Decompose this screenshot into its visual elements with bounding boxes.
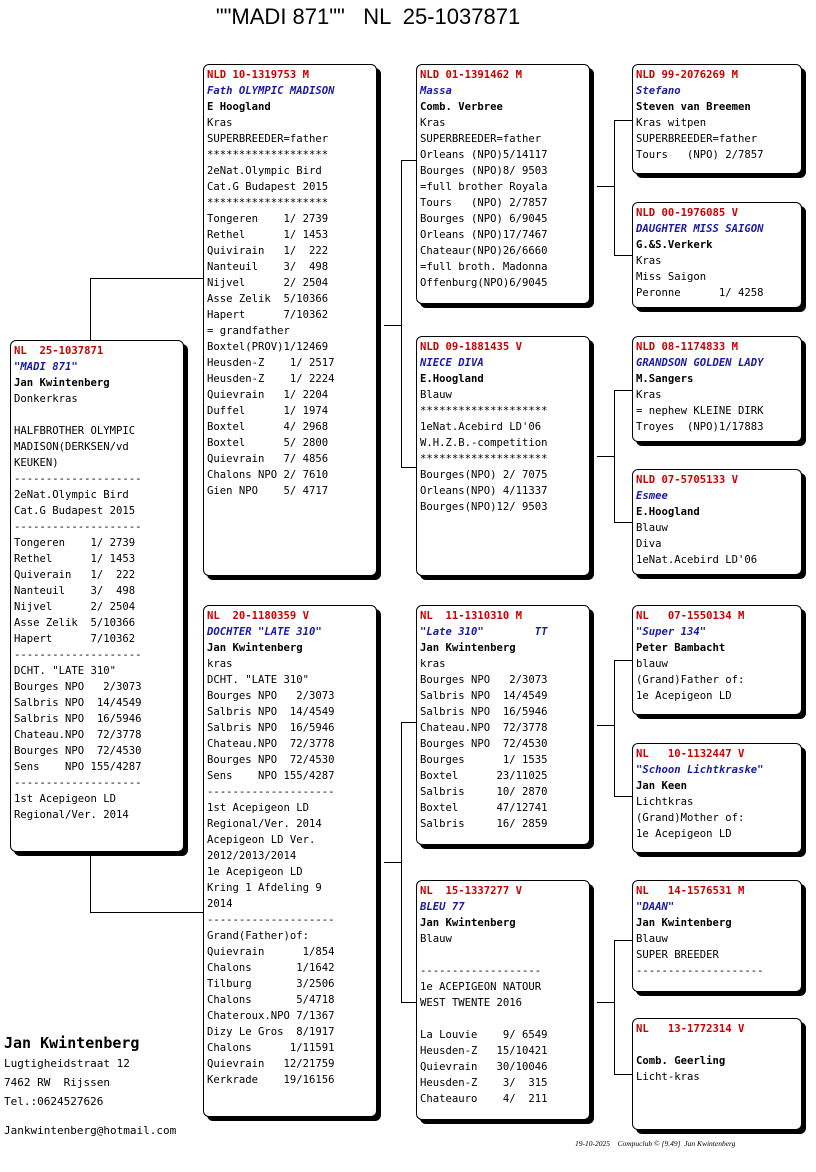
ring-number: NLD 07-5705133 V — [636, 474, 739, 486]
info-line: (Grand)Mother of: — [636, 812, 745, 824]
connector-line — [597, 456, 614, 457]
info-line: Bourges (NPO) 6/9045 — [420, 213, 548, 225]
breeder-phone: Tel.:0624527626 — [4, 1095, 104, 1108]
info-line: Bourges 1/ 1535 — [420, 754, 548, 766]
footer-credit: 19-10-2025 Compuclub © [9.49] Jan Kwintenberg — [575, 1139, 736, 1148]
connector-line — [90, 856, 91, 912]
owner-name: Jan Kwintenberg — [207, 642, 303, 654]
ring-number: NL 10-1132447 V — [636, 748, 745, 760]
info-line: -------------------- — [636, 965, 764, 977]
info-line: Dizy Le Gros 8/1917 — [207, 1026, 335, 1038]
info-line: Bourges NPO 72/4530 — [420, 738, 548, 750]
info-line: Tilburg 3/2506 — [207, 978, 335, 990]
info-line: Bourges(NPO) 2/ 7075 — [420, 469, 548, 481]
info-line: Salbris NPO 16/5946 — [207, 722, 335, 734]
info-line: Chalons 5/4718 — [207, 994, 335, 1006]
connector-line — [401, 160, 417, 161]
ring-number: NL 20-1180359 V — [207, 610, 310, 622]
info-line: Kerkrade 19/16156 — [207, 1074, 335, 1086]
info-line: Salbris NPO 14/4549 — [207, 706, 335, 718]
connector-line — [597, 1002, 614, 1003]
info-line: -------------------- — [207, 914, 335, 926]
pigeon-name: "Schoon Lichtkraske" — [636, 764, 764, 776]
info-line: Chalons 1/1642 — [207, 962, 335, 974]
info-line: 1e ACEPIGEON NATOUR — [420, 981, 542, 993]
connector-line — [401, 722, 402, 1003]
info-line: 1st Acepigeon LD — [207, 802, 310, 814]
info-line: Chalons NPO 2/ 7610 — [207, 469, 329, 481]
connector-line — [614, 390, 633, 391]
info-line: Salbris NPO 16/5946 — [420, 706, 548, 718]
pigeon-name: "Super 134" — [636, 626, 707, 638]
info-line: Quiverain 1/ 222 — [14, 569, 136, 581]
info-line: Quievrain 1/ 2204 — [207, 389, 329, 401]
info-line: Bourges NPO 72/4530 — [14, 745, 142, 757]
breeder-email[interactable]: Jankwintenberg@hotmail.com — [4, 1124, 177, 1137]
info-line — [420, 1011, 586, 1027]
info-line: Salbris NPO 14/4549 — [14, 697, 142, 709]
info-line: Acepigeon LD Ver. — [207, 834, 316, 846]
info-line: ******************** — [420, 453, 548, 465]
owner-name: Jan Kwintenberg — [636, 917, 732, 929]
connector-line — [384, 862, 401, 863]
info-line: Quivirain 1/ 222 — [207, 245, 329, 257]
info-line: Heusden-Z 3/ 315 — [420, 1077, 548, 1089]
owner-name: Comb. Geerling — [636, 1055, 726, 1067]
info-line: Heusden-Z 15/10421 — [420, 1045, 548, 1057]
info-line: ******************** — [420, 405, 548, 417]
info-line: Tongeren 1/ 2739 — [14, 537, 136, 549]
info-line: Blauw — [420, 389, 452, 401]
pigeon-name: BLEU 77 — [420, 901, 465, 913]
connector-line — [614, 940, 633, 941]
ring-number: NL 11-1310310 M — [420, 610, 523, 622]
info-line: Kras — [207, 117, 233, 129]
info-line: Miss Saigon — [636, 271, 707, 283]
pigeon-name: "MADI 871" — [14, 361, 78, 373]
connector-line — [614, 120, 633, 121]
info-line: Tours (NPO) 2/7857 — [420, 197, 548, 209]
info-line: Rethel 1/ 1453 — [207, 229, 329, 241]
ring-number: NL 13-1772314 V — [636, 1023, 745, 1035]
card-subject[interactable] — [10, 340, 184, 852]
owner-name: E.Hoogland — [636, 506, 700, 518]
info-line: W.H.Z.B.-competition — [420, 437, 548, 449]
info-line: Tongeren 1/ 2739 — [207, 213, 329, 225]
info-line: Bourges NPO 72/4530 — [207, 754, 335, 766]
info-line: Quievrain 12/21759 — [207, 1058, 335, 1070]
info-line: Chateaur(NPO)26/6660 — [420, 245, 548, 257]
info-line: =full broth. Madonna — [420, 261, 548, 273]
connector-line — [401, 722, 417, 723]
ring-number: NL 14-1576531 M — [636, 885, 745, 897]
card-fff[interactable] — [632, 64, 802, 174]
owner-name: Comb. Verbree — [420, 101, 503, 113]
info-line: Chateau.NPO 72/3778 — [14, 729, 142, 741]
card-ffm[interactable] — [632, 202, 802, 308]
info-line: Blauw — [636, 933, 668, 945]
info-line: =full brother Royala — [420, 181, 548, 193]
info-line: DCHT. "LATE 310" — [14, 665, 117, 677]
connector-line — [614, 940, 615, 1075]
info-line: ******************* — [207, 197, 329, 209]
info-line: Gien NPO 5/ 4717 — [207, 485, 329, 497]
info-line: Salbris NPO 16/5946 — [14, 713, 142, 725]
breeder-city: 7462 RW Rijssen — [4, 1076, 110, 1089]
info-line: kras — [420, 658, 446, 670]
info-line: SUPER BREEDER — [636, 949, 719, 961]
connector-line — [614, 390, 615, 523]
info-line: Orleans (NPO)5/14117 — [420, 149, 548, 161]
info-line: Hapert 7/10362 — [14, 633, 136, 645]
info-line: 1eNat.Acebird LD'06 — [636, 554, 758, 566]
connector-line — [90, 278, 91, 340]
info-line: Boxtel 23/11025 — [420, 770, 548, 782]
info-line: WEST TWENTE 2016 — [420, 997, 523, 1009]
owner-name: Jan Kwintenberg — [420, 642, 516, 654]
owner-name: Jan Kwintenberg — [420, 917, 516, 929]
info-line: Licht-kras — [636, 1071, 700, 1083]
info-line: Chateauro 4/ 211 — [420, 1093, 548, 1105]
breeder-info — [4, 1032, 139, 1111]
card-mmm[interactable] — [632, 1018, 802, 1130]
ring-number: NLD 08-1174833 M — [636, 341, 739, 353]
info-line: Hapert 7/10362 — [207, 309, 329, 321]
info-line: Bourges NPO 2/3073 — [420, 674, 548, 686]
info-line: Orleans(NPO) 4/11337 — [420, 485, 548, 497]
ring-number: NL 25-1037871 — [14, 345, 104, 357]
info-line: SUPERBREEDER=father — [420, 133, 542, 145]
info-line: 1eNat.Acebird LD'06 — [420, 421, 542, 433]
info-line: Duffel 1/ 1974 — [207, 405, 329, 417]
card-mff[interactable] — [632, 605, 802, 715]
info-line: Kras — [420, 117, 446, 129]
info-line: Troyes (NPO)1/17883 — [636, 421, 764, 433]
info-line: 1e Acepigeon LD — [636, 690, 732, 702]
info-line: Rethel 1/ 1453 — [14, 553, 136, 565]
connector-line — [90, 912, 204, 913]
info-line: Blauw — [420, 933, 452, 945]
card-fmm[interactable] — [632, 469, 802, 575]
pigeon-name: "Late 310" TT — [420, 626, 548, 638]
connector-line — [614, 660, 615, 797]
info-line: Donkerkras — [14, 393, 78, 405]
card-mmf[interactable] — [632, 880, 802, 992]
ring-number: NLD 99-2076269 M — [636, 69, 739, 81]
connector-line — [614, 1074, 633, 1075]
owner-name: Jan Keen — [636, 780, 688, 792]
card-father[interactable] — [203, 64, 377, 576]
info-line: -------------------- — [14, 777, 142, 789]
owner-name: E.Hoogland — [420, 373, 484, 385]
info-line: Nanteuil 3/ 498 — [14, 585, 136, 597]
info-line: KEUKEN) — [14, 457, 59, 469]
info-line: -------------------- — [14, 649, 142, 661]
connector-line — [401, 160, 402, 468]
info-line: Bourges NPO 2/3073 — [207, 690, 335, 702]
connector-line — [614, 796, 633, 797]
info-line: Kras — [636, 389, 662, 401]
connector-line — [384, 325, 401, 326]
info-line — [14, 407, 180, 423]
info-line: DCHT. "LATE 310" — [207, 674, 310, 686]
connector-line — [90, 278, 204, 279]
info-line: Boxtel(PROV)1/12469 — [207, 341, 329, 353]
pigeon-name: DAUGHTER MISS SAIGON — [636, 223, 764, 235]
pigeon-name: Esmee — [636, 490, 668, 502]
pigeon-name: Massa — [420, 85, 452, 97]
owner-name: E Hoogland — [207, 101, 271, 113]
info-line: Nijvel 2/ 2504 — [14, 601, 136, 613]
info-line: Chateau.NPO 72/3778 — [207, 738, 335, 750]
pedigree-title: ""MADI 871"" NL 25-1037871 — [215, 4, 521, 29]
ring-number: NL 15-1337277 V — [420, 885, 523, 897]
info-line: Quievrain 30/10046 — [420, 1061, 548, 1073]
info-line: = grandfather — [207, 325, 290, 337]
info-line: Nijvel 2/ 2504 — [207, 277, 329, 289]
card-fm[interactable] — [416, 336, 590, 576]
info-line: Blauw — [636, 522, 668, 534]
connector-line — [401, 1002, 417, 1003]
info-line: Offenburg(NPO)6/9045 — [420, 277, 548, 289]
card-mother[interactable] — [203, 605, 377, 1117]
pigeon-name — [636, 1037, 798, 1053]
info-line: Kras witpen — [636, 117, 707, 129]
card-ff[interactable] — [416, 64, 590, 304]
ring-number: NLD 10-1319753 M — [207, 69, 310, 81]
connector-line — [401, 467, 417, 468]
info-line: -------------------- — [207, 786, 335, 798]
info-line: 2eNat.Olympic Bird — [207, 165, 322, 177]
info-line: Kring 1 Afdeling 9 — [207, 882, 322, 894]
connector-line — [614, 255, 633, 256]
info-line: Chalons 1/11591 — [207, 1042, 335, 1054]
info-line: -------------------- — [14, 521, 142, 533]
info-line: = nephew KLEINE DIRK — [636, 405, 764, 417]
info-line: Kras — [636, 255, 662, 267]
info-line: Heusden-Z 1/ 2517 — [207, 357, 335, 369]
info-line: 2014 — [207, 898, 233, 910]
ring-number: NLD 00-1976085 V — [636, 207, 739, 219]
info-line: La Louvie 9/ 6549 — [420, 1029, 548, 1041]
info-line: Chateroux.NPO 7/1367 — [207, 1010, 335, 1022]
connector-line — [597, 186, 614, 187]
card-mm[interactable] — [416, 880, 590, 1120]
info-line: Sens NPO 155/4287 — [207, 770, 335, 782]
info-line: Salbris 16/ 2859 — [420, 818, 548, 830]
info-line: 1st Acepigeon LD — [14, 793, 117, 805]
info-line: Grand(Father)of: — [207, 930, 310, 942]
pigeon-name: Stefano — [636, 85, 681, 97]
connector-line — [597, 725, 614, 726]
info-line: Regional/Ver. 2014 — [14, 809, 129, 821]
info-line: Peronne 1/ 4258 — [636, 287, 764, 299]
ring-number: NLD 09-1881435 V — [420, 341, 523, 353]
info-line: Lichtkras — [636, 796, 694, 808]
info-line: kras — [207, 658, 233, 670]
owner-name: Peter Bambacht — [636, 642, 726, 654]
pigeon-name: Fath OLYMPIC MADISON — [207, 85, 335, 97]
info-line: Orleans (NPO)17/7467 — [420, 229, 548, 241]
owner-name: Steven van Breemen — [636, 101, 751, 113]
info-line: Bourges(NPO)12/ 9503 — [420, 501, 548, 513]
owner-name: M.Sangers — [636, 373, 694, 385]
info-line: Quievrain 1/854 — [207, 946, 335, 958]
info-line: 1e Acepigeon LD — [207, 866, 303, 878]
info-line: -------------------- — [14, 473, 142, 485]
owner-name: G.&S.Verkerk — [636, 239, 713, 251]
info-line: Sens NPO 155/4287 — [14, 761, 142, 773]
info-line: 2012/2013/2014 — [207, 850, 297, 862]
connector-line — [614, 120, 615, 256]
pigeon-name: DOCHTER "LATE 310" — [207, 626, 322, 638]
pigeon-name: "DAAN" — [636, 901, 675, 913]
breeder-name: Jan Kwintenberg — [4, 1034, 140, 1052]
info-line: blauw — [636, 658, 668, 670]
info-line: Chateau.NPO 72/3778 — [420, 722, 548, 734]
info-line: Cat.G Budapest 2015 — [207, 181, 329, 193]
info-line: 1e Acepigeon LD — [636, 828, 732, 840]
info-line: (Grand)Father of: — [636, 674, 745, 686]
info-line: MADISON(DERKSEN/vd — [14, 441, 129, 453]
info-line: Bourges (NPO)8/ 9503 — [420, 165, 548, 177]
info-line: Bourges NPO 2/3073 — [14, 681, 142, 693]
pigeon-name: GRANDSON GOLDEN LADY — [636, 357, 764, 369]
info-line: Asse Zelik 5/10366 — [14, 617, 136, 629]
info-line: Regional/Ver. 2014 — [207, 818, 322, 830]
info-line: SUPERBREEDER=father — [207, 133, 329, 145]
pigeon-name: NIECE DIVA — [420, 357, 484, 369]
info-line: Salbris NPO 14/4549 — [420, 690, 548, 702]
ring-number: NL 07-1550134 M — [636, 610, 745, 622]
info-line — [420, 947, 586, 963]
breeder-street: Lugtigheidstraat 12 — [4, 1057, 130, 1070]
info-line: Boxtel 47/12741 — [420, 802, 548, 814]
info-line: HALFBROTHER OLYMPIC — [14, 425, 136, 437]
card-fmf[interactable] — [632, 336, 802, 442]
connector-line — [614, 660, 633, 661]
info-line: ******************* — [207, 149, 329, 161]
card-mfm[interactable] — [632, 743, 802, 853]
info-line: Nanteuil 3/ 498 — [207, 261, 329, 273]
info-line: Diva — [636, 538, 662, 550]
info-line: Salbris 10/ 2870 — [420, 786, 548, 798]
info-line: Boxtel 4/ 2968 — [207, 421, 329, 433]
info-line: Asse Zelik 5/10366 — [207, 293, 329, 305]
info-line: Cat.G Budapest 2015 — [14, 505, 136, 517]
owner-name: Jan Kwintenberg — [14, 377, 110, 389]
info-line: Quievrain 7/ 4856 — [207, 453, 329, 465]
info-line: ------------------- — [420, 965, 542, 977]
info-line: Tours (NPO) 2/7857 — [636, 149, 764, 161]
card-mf[interactable] — [416, 605, 590, 845]
info-line: Boxtel 5/ 2800 — [207, 437, 329, 449]
info-line: SUPERBREEDER=father — [636, 133, 758, 145]
ring-number: NLD 01-1391462 M — [420, 69, 523, 81]
info-line: Heusden-Z 1/ 2224 — [207, 373, 335, 385]
info-line: 2eNat.Olympic Bird — [14, 489, 129, 501]
connector-line — [614, 522, 633, 523]
